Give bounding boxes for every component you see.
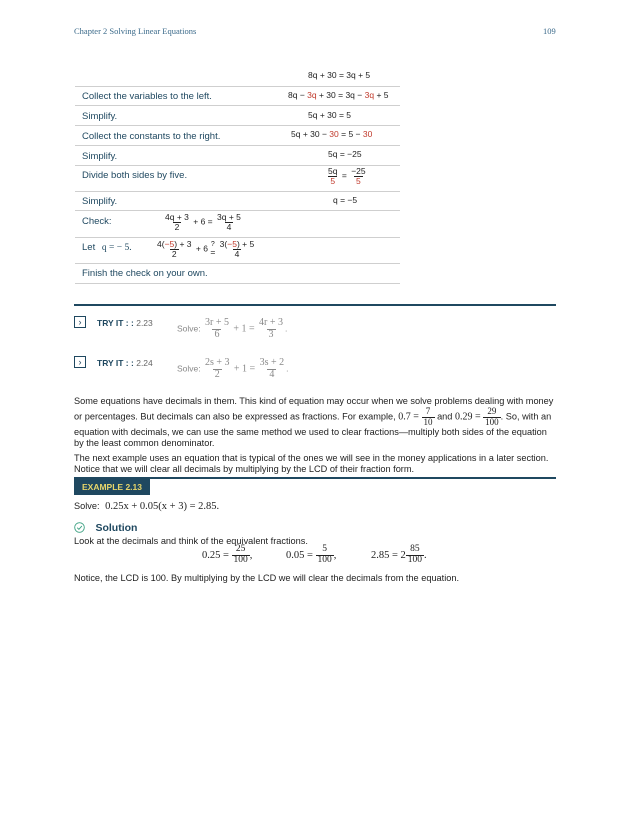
page-number: 109 xyxy=(543,26,556,36)
chevron-right-icon[interactable]: › xyxy=(74,356,86,368)
step-equation: 5q + 30 = 5 xyxy=(308,110,352,120)
example-problem: Solve: 0.25x + 0.05(x + 3) = 2.85. xyxy=(74,501,220,512)
check-equation: $\frac{4q + 3}{2}$ + 6 = $\frac{3q + 5}{4}$ xyxy=(165,212,241,232)
try-it-label: TRY IT : : 2.24 xyxy=(97,358,153,368)
fraction-285: 2.85 = 2 $\frac{85}{100}$ . xyxy=(371,544,427,565)
check-circle-icon xyxy=(74,522,85,533)
example-tag-label: EXAMPLE 2.13 xyxy=(82,482,142,492)
fraction-025: 0.25 = $\frac{25}{100}$ , xyxy=(202,544,253,565)
step-label: Simplify. xyxy=(82,196,118,207)
divider xyxy=(75,263,400,264)
notice-text: Notice, the LCD is 100. By multiplying by the LCD we will clear the decimals from the equation. xyxy=(74,573,460,583)
try-it-problem: Solve: $\frac{2s + 3}{2}$ + 1 = $\frac{3s + 2}{4}$ . xyxy=(177,357,289,380)
example-tag xyxy=(74,479,150,495)
solution-title: Solution xyxy=(95,521,138,534)
chapter-title: Chapter 2 Solving Linear Equations xyxy=(74,26,197,36)
step-label: Check: xyxy=(82,216,112,227)
next-example-paragraph: The next example uses an equation that is typical of the ones we will see in the money applications in a later section. Notice that we will clear all decimals by multiplying by the LCD of their fraction form. xyxy=(74,453,549,475)
step-equation: 8q − 3q + 30 = 3q − 3q + 5 xyxy=(288,90,389,100)
divider xyxy=(75,145,400,146)
section-rule xyxy=(74,304,556,306)
divider xyxy=(75,237,400,238)
decimals-paragraph: Some equations have decimals in them. This kind of equation may occur when we solve problems dealing with money or percentages. But decimals can also be expressed as fractions. For example, 0.7 = $\frac{7}{10}$ and 0.29 = $\frac{29}{100}$ . So, with an equation with decimals, we can use the same method we used to clear fractions—multiply both sides of the equation by the least common denominator. xyxy=(74,396,554,449)
step-label: Let q = − 5. xyxy=(82,242,132,253)
step-label: Collect the constants to the right. xyxy=(82,131,221,142)
divider xyxy=(75,86,400,87)
step-equation: $\frac{5q}{5}$ = $\frac{-25}{5}$ xyxy=(328,166,366,186)
step-equation: 5q = −25 xyxy=(328,149,362,159)
step-equation: 5q + 30 − 30 = 5 − 30 xyxy=(291,129,373,139)
step-label: Finish the check on your own. xyxy=(82,268,208,279)
divider xyxy=(75,283,400,284)
step-label: Simplify. xyxy=(82,111,118,122)
divider xyxy=(75,191,400,192)
step-label: Simplify. xyxy=(82,151,118,162)
chevron-right-icon[interactable]: › xyxy=(74,316,86,328)
start-equation: 8q + 30 = 3q + 5 xyxy=(308,70,371,80)
divider xyxy=(75,125,400,126)
divider xyxy=(75,105,400,106)
try-it-problem: Solve: $\frac{3r + 5}{6}$ + 1 = $\frac{4r + 3}{3}$ . xyxy=(177,317,288,340)
step-label: Divide both sides by five. xyxy=(82,170,188,181)
look-text: Look at the decimals and think of the equivalent fractions. xyxy=(74,536,308,546)
solution-heading xyxy=(74,519,137,537)
let-equation: $\frac{4(-5) + 3}{2}$ + 6 ? = $\frac{3(-5) + 5}{4}$ xyxy=(157,239,255,259)
try-it-label: TRY IT : : 2.23 xyxy=(97,318,153,328)
step-label: Collect the variables to the left. xyxy=(82,91,212,102)
fraction-005: 0.05 = $\frac{5}{100}$ , xyxy=(286,544,337,565)
divider xyxy=(75,210,400,211)
step-equation: q = −5 xyxy=(333,195,358,205)
